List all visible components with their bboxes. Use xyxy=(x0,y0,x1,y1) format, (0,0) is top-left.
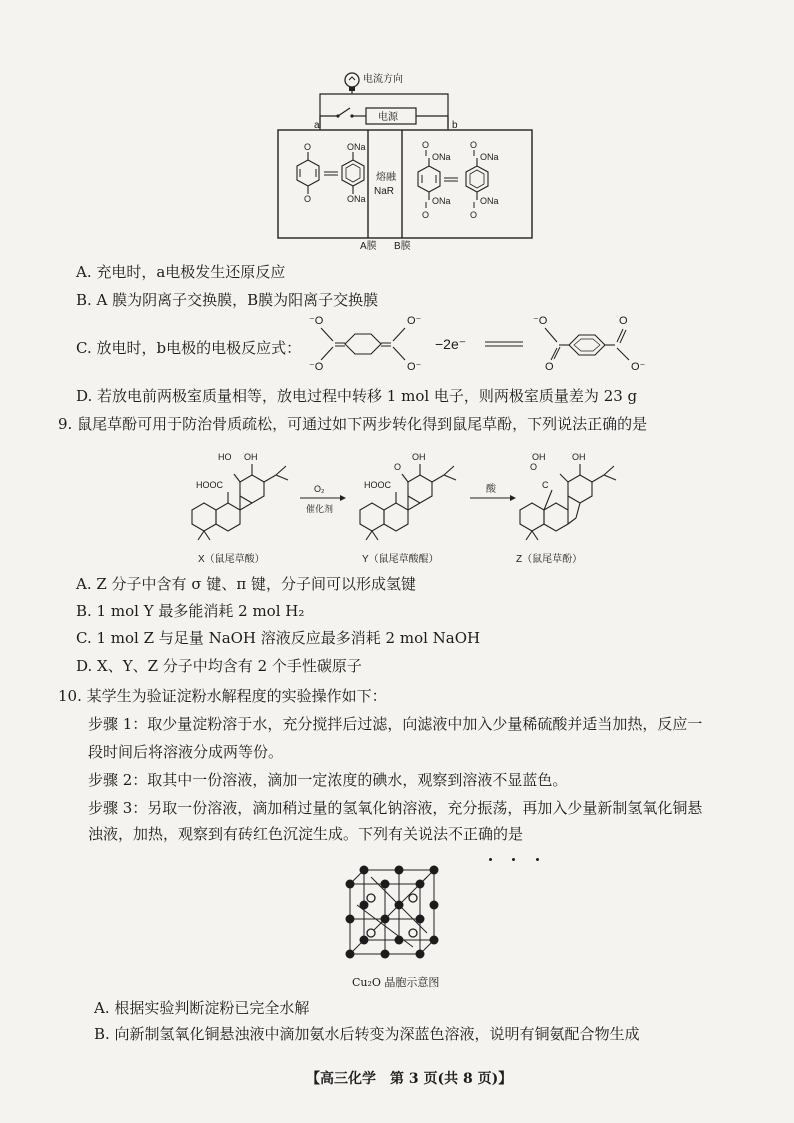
svg-text:HO: HO xyxy=(218,452,232,462)
svg-text:OH: OH xyxy=(532,452,546,462)
right1-ona-bottom: ONa xyxy=(432,196,451,206)
q10-step1-a: 步骤 1：取少量淀粉溶于水，充分搅拌后过滤，向滤液中加入少量稀硫酸并适当加热，反应一 xyxy=(88,715,703,733)
q9-option-a: A. Z 分子中含有 σ 键、π 键，分子间可以形成氢键 xyxy=(76,575,416,593)
label-z: Z（鼠尾草酚） xyxy=(516,554,583,565)
emphasis-dots xyxy=(489,846,539,865)
left-ona-top: ONa xyxy=(347,142,366,152)
cu2o-unit-cell xyxy=(336,856,448,968)
svg-text:O: O xyxy=(619,315,628,327)
crystal-caption: Cu₂O 晶胞示意图 xyxy=(352,976,440,989)
q10-step3-b: 浊液，加热，观察到有砖红色沉淀生成。下列有关说法不正确的是 xyxy=(88,825,524,843)
membrane-b-label: B膜 xyxy=(394,241,411,252)
arrow2-acid: 酸 xyxy=(486,484,496,495)
q9-option-d: D. X、Y、Z 分子中均含有 2 个手性碳原子 xyxy=(76,657,362,675)
q10-stem: 10. 某学生为验证淀粉水解程度的实验操作如下： xyxy=(58,687,387,705)
q9-option-c: C. 1 mol Z 与足量 NaOH 溶液反应最多消耗 2 mol NaOH xyxy=(76,629,481,647)
left-o-top: O xyxy=(304,142,312,152)
label-y: Y（鼠尾草酸醌） xyxy=(362,554,439,565)
svg-text:⁻O: ⁻O xyxy=(309,361,324,373)
left-o-bottom: O xyxy=(304,194,312,204)
q9-option-b: B. 1 mol Y 最多能消耗 2 mol H₂ xyxy=(76,602,305,620)
svg-text:⁻O: ⁻O xyxy=(309,315,324,327)
left-ona-bottom: ONa xyxy=(347,194,366,204)
svg-text:OH: OH xyxy=(412,452,426,462)
q8-option-b: B. A 膜为阴离子交换膜，B膜为阳离子交换膜 xyxy=(76,291,379,309)
q8-option-d: D. 若放电前两极室质量相等，放电过程中转移 1 mol 电子，则两极室质量差为 23 g xyxy=(76,387,638,405)
electrode-b-label: b xyxy=(452,120,458,131)
q10-option-b: B. 向新制氢氧化铜悬浊液中滴加氨水后转变为深蓝色溶液，说明有铜氨配合物生成 xyxy=(94,1025,640,1043)
right2-o-top: O xyxy=(470,140,478,150)
membrane-a-label: A膜 xyxy=(360,241,377,252)
svg-text:C: C xyxy=(542,480,549,490)
q8-option-a: A. 充电时，a电极发生还原反应 xyxy=(76,263,286,281)
svg-text:HOOC: HOOC xyxy=(364,480,391,490)
q8-option-c-equation xyxy=(305,312,665,374)
right1-o-bottom: O xyxy=(422,210,430,220)
power-source-label: 电源 xyxy=(378,112,398,123)
page-footer: 【高三化学 第 3 页(共 8 页)】 xyxy=(306,1071,513,1087)
battery-diagram xyxy=(270,68,540,252)
q9-reaction-scheme xyxy=(180,446,620,572)
q10-option-a: A. 根据实验判断淀粉已完全水解 xyxy=(94,999,310,1017)
svg-text:HOOC: HOOC xyxy=(196,480,223,490)
svg-text:O⁻: O⁻ xyxy=(631,361,646,373)
svg-text:OH: OH xyxy=(572,452,586,462)
q10-step2: 步骤 2：取其中一份溶液，滴加一定浓度的碘水，观察到溶液不显蓝色。 xyxy=(88,771,568,789)
minus-two-electrons: −2e⁻ xyxy=(435,336,467,352)
q10-step1-b: 段时间后将溶液分成两等份。 xyxy=(88,743,284,761)
electrode-a-label: a xyxy=(314,120,320,131)
arrow1-reagent: O₂ xyxy=(314,484,325,494)
q9-stem: 9. 鼠尾草酚可用于防治骨质疏松，可通过如下两步转化得到鼠尾草酚，下列说法正确的是 xyxy=(58,415,648,433)
q8-option-c: C. 放电时，b电极的电极反应式： xyxy=(76,339,302,357)
svg-text:O⁻: O⁻ xyxy=(407,315,422,327)
right1-o-top: O xyxy=(422,140,430,150)
arrow1-catalyst: 催化剂 xyxy=(306,504,334,514)
label-x: X（鼠尾草酸） xyxy=(198,554,265,565)
current-direction-label: 电流方向 xyxy=(363,74,403,85)
svg-text:O: O xyxy=(545,361,554,373)
svg-text:⁻O: ⁻O xyxy=(533,315,548,327)
molten-label: 熔融 xyxy=(376,172,396,183)
right2-ona-top: ONa xyxy=(480,152,499,162)
right1-ona-top: ONa xyxy=(432,152,451,162)
right2-ona-bottom: ONa xyxy=(480,196,499,206)
q10-step3-a: 步骤 3：另取一份溶液，滴加稍过量的氢氧化钠溶液，充分振荡，再加入少量新制氢氧化铜悬 xyxy=(88,799,703,817)
svg-text:O: O xyxy=(530,462,538,472)
nar-label: NaR xyxy=(374,186,395,197)
svg-text:O⁻: O⁻ xyxy=(407,361,422,373)
right2-o-bottom: O xyxy=(470,210,478,220)
svg-text:O: O xyxy=(394,462,402,472)
svg-text:OH: OH xyxy=(244,452,258,462)
